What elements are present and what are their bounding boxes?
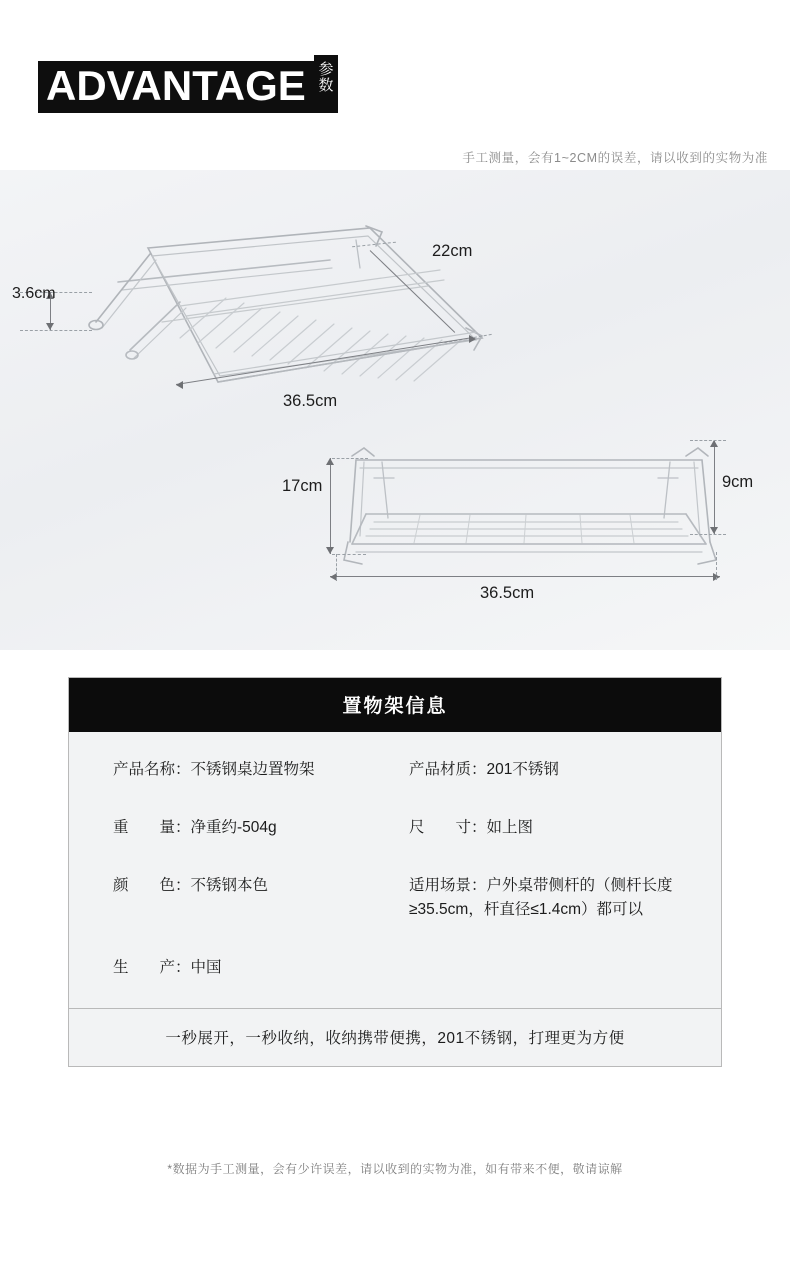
dim-guide [336, 554, 337, 580]
dim-arrow [710, 440, 718, 447]
rack-isometric-illustration [30, 210, 500, 430]
product-info-grid [113, 758, 677, 986]
dim-label-width-top: 36.5cm [283, 392, 338, 410]
dim-label-depth-top: 22cm [432, 242, 473, 260]
dim-guide [332, 554, 366, 555]
info-row-name-left: 产品名称：不锈钢桌边置物架 [113, 761, 315, 778]
dim-guide [690, 440, 726, 441]
dim-label-depth-front: 17cm [282, 477, 323, 495]
dim-arrow [710, 527, 718, 534]
dim-guide [716, 552, 717, 580]
measurement-note-top: 手工测量，会有1~2CM的误差，请以收到的实物为准 [462, 151, 768, 165]
rack-front-illustration [330, 422, 730, 592]
product-info-title: 置物架信息 [69, 678, 721, 732]
info-row-weight-left: 重 量：净重约-504g [113, 819, 277, 837]
product-info-panel [68, 677, 722, 1067]
dim-arrow [176, 381, 183, 389]
dim-arrow [326, 547, 334, 554]
product-info-footer: 一秒展开，一秒收纳，收纳携带便携，201不锈钢，打理更为方便 [69, 1008, 721, 1066]
dim-label-width-front: 36.5cm [480, 584, 535, 602]
info-row-weight-right: 尺 寸：如上图 [409, 819, 534, 837]
dim-label-height-front: 9cm [722, 473, 754, 491]
info-row-origin-left: 生 产：中国 [113, 959, 222, 977]
dim-guide [20, 330, 92, 331]
dim-line-height-front [714, 440, 715, 534]
info-row-origin-right [409, 956, 677, 986]
page-title-cn: 参数 [314, 55, 338, 113]
dim-guide [690, 534, 726, 535]
dim-guide [332, 458, 368, 459]
dim-arrow [326, 458, 334, 465]
product-dimension-diagram [0, 170, 790, 650]
page-header [38, 55, 338, 113]
dim-label-height-top: 3.6cm [12, 285, 56, 302]
dim-arrow [469, 335, 476, 343]
dim-arrow [46, 323, 54, 330]
measurement-note-bottom: *数据为手工测量，会有少许误差，请以收到的实物为准，如有带来不便，敬请谅解 [167, 1162, 623, 1176]
info-row-name-right: 产品材质：201不锈钢 [409, 761, 559, 778]
info-row-color-left: 颜 色：不锈钢本色 [113, 877, 269, 895]
info-row-scene-right: 适用场景：户外桌带侧杆的（侧杆长度≥35.5cm，杆直径≤1.4cm）都可以 [409, 877, 673, 919]
dim-line-depth-front [330, 458, 331, 554]
product-info-body [69, 732, 721, 1008]
dim-line-width-front [330, 576, 720, 577]
page-title-en: ADVANTAGE [38, 61, 314, 113]
